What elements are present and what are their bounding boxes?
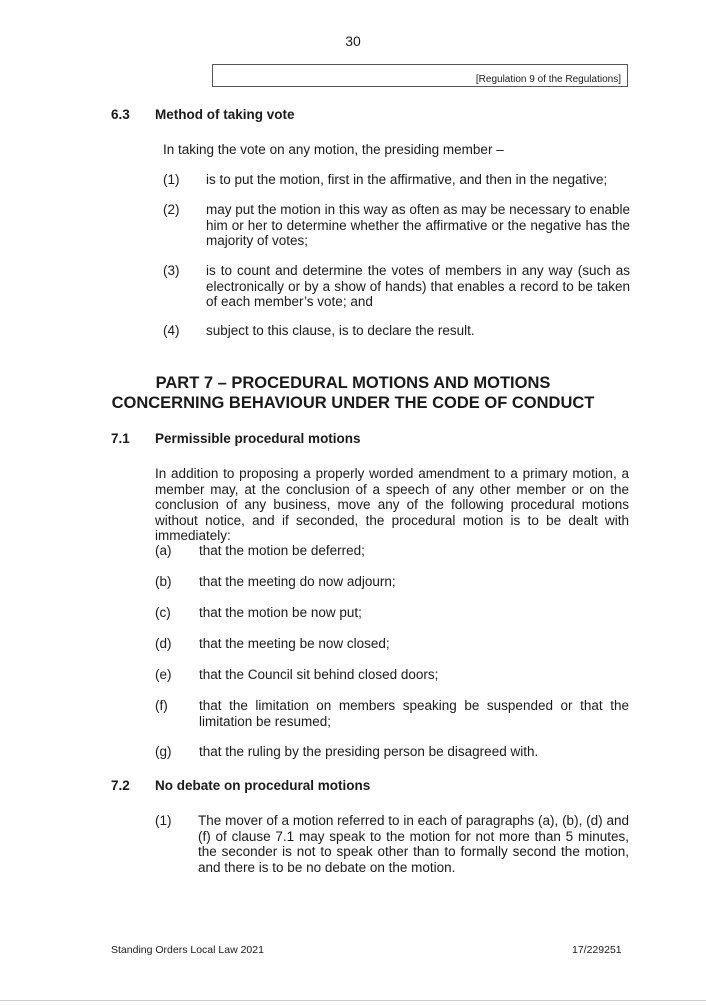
item-label: (e)	[155, 667, 172, 682]
page-number: 30	[345, 33, 361, 49]
clause-title: No debate on procedural motions	[155, 778, 371, 793]
clause-title: Permissible procedural motions	[155, 431, 361, 446]
part-heading-line-2: CONCERNING BEHAVIOUR UNDER THE CODE OF CONDUCT	[111, 394, 595, 412]
item-label: (3)	[163, 263, 180, 278]
item-label: (1)	[155, 813, 172, 828]
clause-6-3-intro: In taking the vote on any motion, the presiding member –	[163, 142, 504, 157]
item-text: that the motion be deferred;	[199, 543, 365, 558]
clause-number: 6.3	[111, 107, 130, 122]
item-label: (f)	[155, 698, 168, 713]
footer-document-reference: 17/229251	[572, 944, 622, 956]
part-7-heading	[0, 373, 706, 413]
regulation-reference: [Regulation 9 of the Regulations]	[475, 74, 621, 85]
regulation-reference-box	[212, 64, 628, 87]
page-bottom-divider	[0, 1000, 706, 1001]
item-text: that the ruling by the presiding person be disagreed with.	[199, 744, 539, 759]
item-text: The mover of a motion referred to in each of paragraphs (a), (b), (d) and (f) of clause 7.1 may speak to the motion for not more than 5 minutes, the seconder is not to speak other than to formally second the motion, and there is to be no debate on the motion.	[198, 813, 629, 875]
item-label: (b)	[155, 574, 172, 589]
item-text: may put the motion in this way as often as may be necessary to enable him or her to determine whether the affirmative or the negative has the majority of votes;	[206, 202, 630, 249]
item-text: subject to this clause, is to declare the result.	[206, 323, 475, 338]
item-label: (1)	[163, 172, 180, 187]
item-label: (d)	[155, 636, 172, 651]
clause-7-1-intro: In addition to proposing a properly worded amendment to a primary motion, a member may, at the conclusion of a speech of any other member or on the conclusion of any business, move any of the following procedural motions without notice, and if seconded, the procedural motion is to be dealt with immediately:	[155, 466, 629, 544]
item-text: that the meeting do now adjourn;	[199, 574, 396, 589]
clause-number: 7.2	[111, 778, 130, 793]
item-text: that the meeting be now closed;	[199, 636, 390, 651]
part-heading-line-1: PART 7 – PROCEDURAL MOTIONS AND MOTIONS	[155, 374, 551, 392]
clause-title: Method of taking vote	[155, 107, 295, 122]
item-label: (2)	[163, 202, 180, 217]
footer-document-title: Standing Orders Local Law 2021	[111, 944, 264, 956]
clause-number: 7.1	[111, 431, 130, 446]
item-label: (a)	[155, 543, 172, 558]
item-text: is to count and determine the votes of members in any way (such as electronically or by a show of hands) that enables a record to be taken of each member’s vote; and	[206, 263, 630, 310]
item-label: (g)	[155, 744, 172, 759]
item-text: that the Council sit behind closed doors;	[199, 667, 439, 682]
item-label: (4)	[163, 323, 180, 338]
item-text: that the motion be now put;	[199, 605, 362, 620]
item-label: (c)	[155, 605, 171, 620]
item-text: is to put the motion, first in the affirmative, and then in the negative;	[206, 172, 608, 187]
item-text: that the limitation on members speaking be suspended or that the limitation be resumed;	[199, 698, 629, 729]
